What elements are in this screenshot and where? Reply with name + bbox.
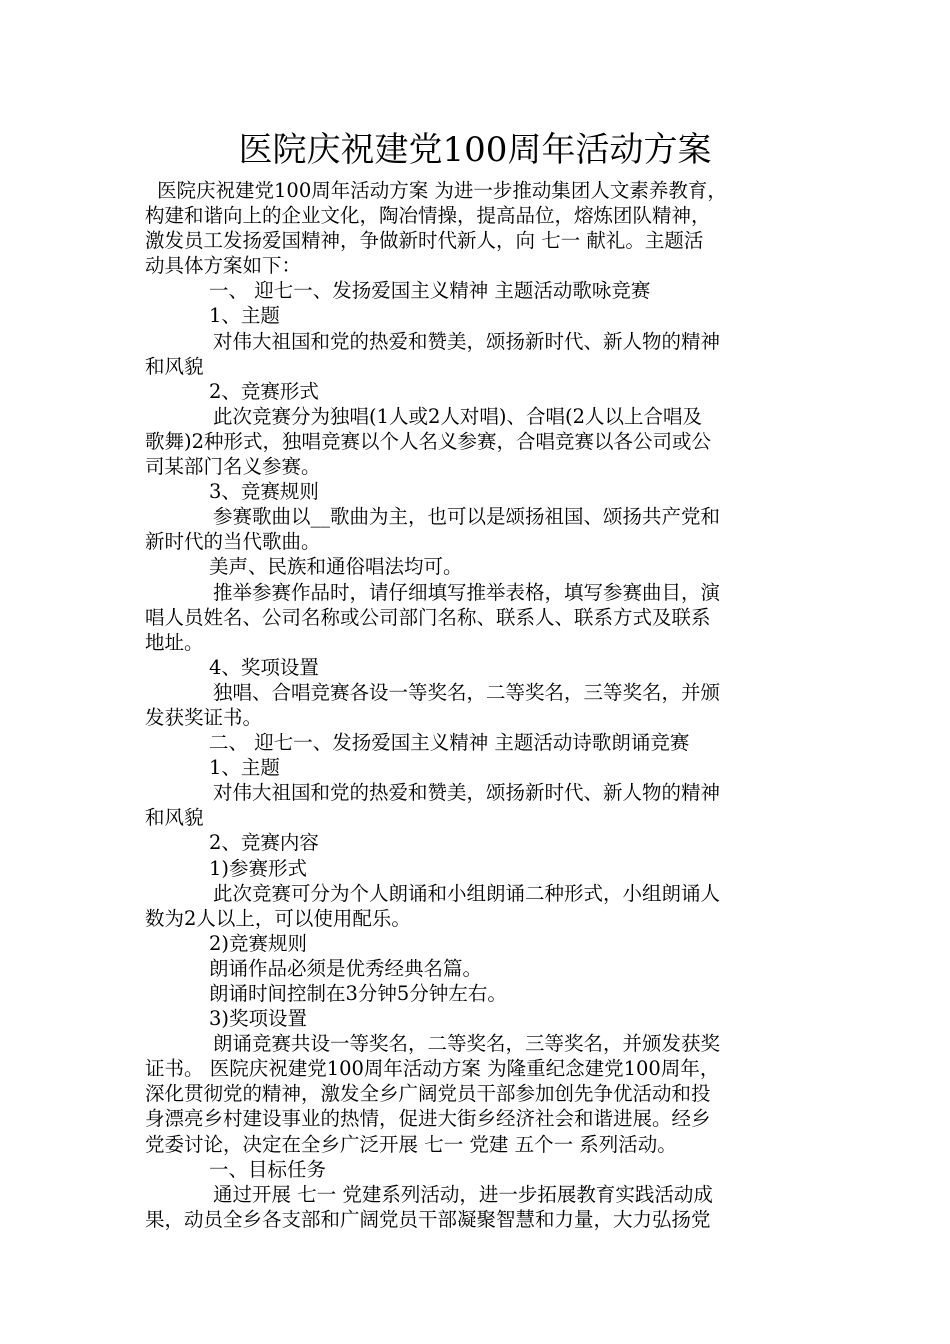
body-line: 果，动员全乡各支部和广阔党员干部凝聚智慧和力量，大力弘扬党	[145, 1207, 711, 1231]
body-line: 构建和谐向上的企业文化，陶冶情操，提高品位，熔炼团队精神，	[145, 204, 711, 228]
document-title: 医院庆祝建党100周年活动方案	[238, 130, 712, 170]
body-line: 动具体方案如下：	[145, 254, 302, 278]
body-line: 医院庆祝建党100周年活动方案 为进一步推动集团人文素养教育，	[157, 179, 727, 202]
body-line: 朗诵竞赛共设一等奖名，二等奖名，三等奖名，并颁发获奖	[213, 1032, 721, 1056]
body-line: 新时代的当代歌曲。	[145, 530, 321, 554]
body-line: 证书。 医院庆祝建党100周年活动方案 为隆重纪念建党100周年，	[145, 1057, 720, 1081]
body-line: 唱人员姓名、公司名称或公司部门名称、联系人、联系方式及联系	[145, 605, 711, 629]
subsection-heading: 4、奖项设置	[209, 655, 319, 679]
body-line: 参赛歌曲以__歌曲为主，也可以是颂扬祖国、颂扬共产党和	[213, 505, 721, 529]
section-heading: 一、 迎七一、发扬爱国主义精神 主题活动歌咏竞赛	[209, 279, 651, 303]
body-line: 此次竞赛分为独唱(1人或2人对唱)、合唱(2人以上合唱及	[213, 404, 703, 428]
body-line: 激发员工发扬爱国精神，争做新时代新人，向 七一 献礼。主题活	[145, 229, 704, 253]
body-line: 发获奖证书。	[145, 705, 263, 729]
body-line: 朗诵时间控制在3分钟5分钟左右。	[209, 982, 507, 1005]
body-line: 司某部门名义参赛。	[145, 455, 321, 479]
body-line: 深化贯彻党的精神，激发全乡广阔党员干部参加创先争优活动和投	[145, 1082, 711, 1106]
subsection-heading: 2)竞赛规则	[209, 931, 308, 955]
body-line: 朗诵作品必须是优秀经典名篇。	[209, 956, 483, 980]
section-heading: 二、 迎七一、发扬爱国主义精神 主题活动诗歌朗诵竞赛	[209, 731, 690, 755]
body-line: 身漂亮乡村建设事业的热情，促进大街乡经济社会和谐进展。经乡	[145, 1107, 711, 1131]
body-line: 美声、民族和通俗唱法均可。	[209, 555, 463, 579]
document-body	[145, 178, 815, 1232]
subsection-heading: 1)参赛形式	[209, 856, 308, 880]
body-line: 对伟大祖国和党的热爱和赞美，颂扬新时代、新人物的精神	[213, 781, 721, 805]
section-heading: 一、目标任务	[209, 1157, 327, 1181]
body-line: 数为2人以上，可以使用配乐。	[145, 906, 411, 930]
body-line: 歌舞)2种形式，独唱竞赛以个人名义参赛，合唱竞赛以各公司或公	[145, 429, 712, 453]
body-line: 党委讨论，决定在全乡广泛开展 七一 党建 五个一 系列活动。	[145, 1132, 677, 1156]
body-line: 推举参赛作品时，请仔细填写推举表格，填写参赛曲目，演	[213, 580, 721, 604]
body-line: 和风貌	[145, 806, 204, 830]
subsection-heading: 3)奖项设置	[209, 1007, 308, 1031]
subsection-heading: 3、竞赛规则	[209, 480, 319, 504]
body-line: 独唱、合唱竞赛各设一等奖名，二等奖名，三等奖名，并颁	[213, 680, 721, 704]
subsection-heading: 2、竞赛形式	[209, 379, 319, 403]
body-line: 和风貌	[145, 354, 204, 378]
subsection-heading: 1、主题	[209, 756, 280, 780]
subsection-heading: 2、竞赛内容	[209, 831, 319, 855]
subsection-heading: 1、主题	[209, 304, 280, 328]
body-line: 通过开展 七一 党建系列活动，进一步拓展教育实践活动成	[213, 1182, 713, 1206]
body-line: 地址。	[145, 630, 204, 654]
body-line: 此次竞赛可分为个人朗诵和小组朗诵二种形式，小组朗诵人	[213, 881, 721, 905]
body-line: 对伟大祖国和党的热爱和赞美，颂扬新时代、新人物的精神	[213, 329, 721, 353]
